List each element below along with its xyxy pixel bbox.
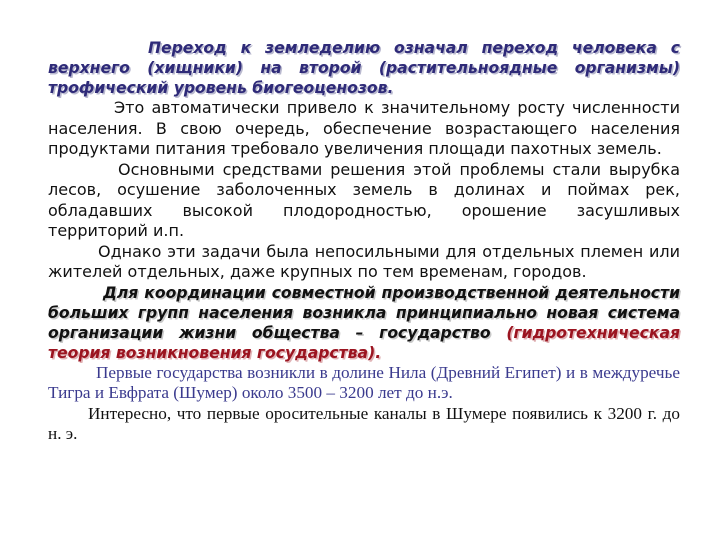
solutions-text: Основными средствами решения этой проблемы стали вырубка лесов, осушение заболоченных земель в долинах и поймах рек, обладавших высокой плодородностью, орошение засушливых территорий и.п. — [48, 159, 680, 240]
solutions-paragraph — [48, 160, 680, 242]
state-paragraph — [48, 283, 680, 363]
tasks-text: Однако эти задачи была непосильными для отдельных племен или жителей отдельных, даже крупных по тем временам, городов. — [48, 241, 680, 281]
state-text: Для координации совместной производственной деятельности больших групп населения возникла принципиально новая система организации жизни общества – государство — [48, 283, 680, 342]
intro-paragraph — [48, 38, 680, 98]
population-paragraph — [48, 98, 680, 160]
first-states-paragraph — [48, 363, 680, 404]
canals-text: Интересно, что первые оросительные каналы в Шумере появились к 3200 г. до н. э. — [48, 403, 680, 443]
population-text: Это автоматически привело к значительному росту численности населения. В свою очередь, обеспечение возрастающего населения продуктами питания требовало увеличения площади пахотных земель. — [48, 98, 680, 158]
intro-text: Переход к земледелию означал переход человека с верхнего (хищники) на второй (растительноядные организмы) трофический уровень биогеоценозов. — [48, 39, 680, 97]
hydro-theory-text: (гидротехническая теория возникновения государства). — [48, 323, 680, 362]
canals-paragraph — [48, 404, 680, 445]
first-states-text: Первые государства возникли в долине Нила (Древний Египет) и в междуречье Тигра и Евфрата (Шумер) около 3500 – 3200 лет до н.э. — [48, 362, 680, 402]
tasks-paragraph — [48, 242, 680, 283]
